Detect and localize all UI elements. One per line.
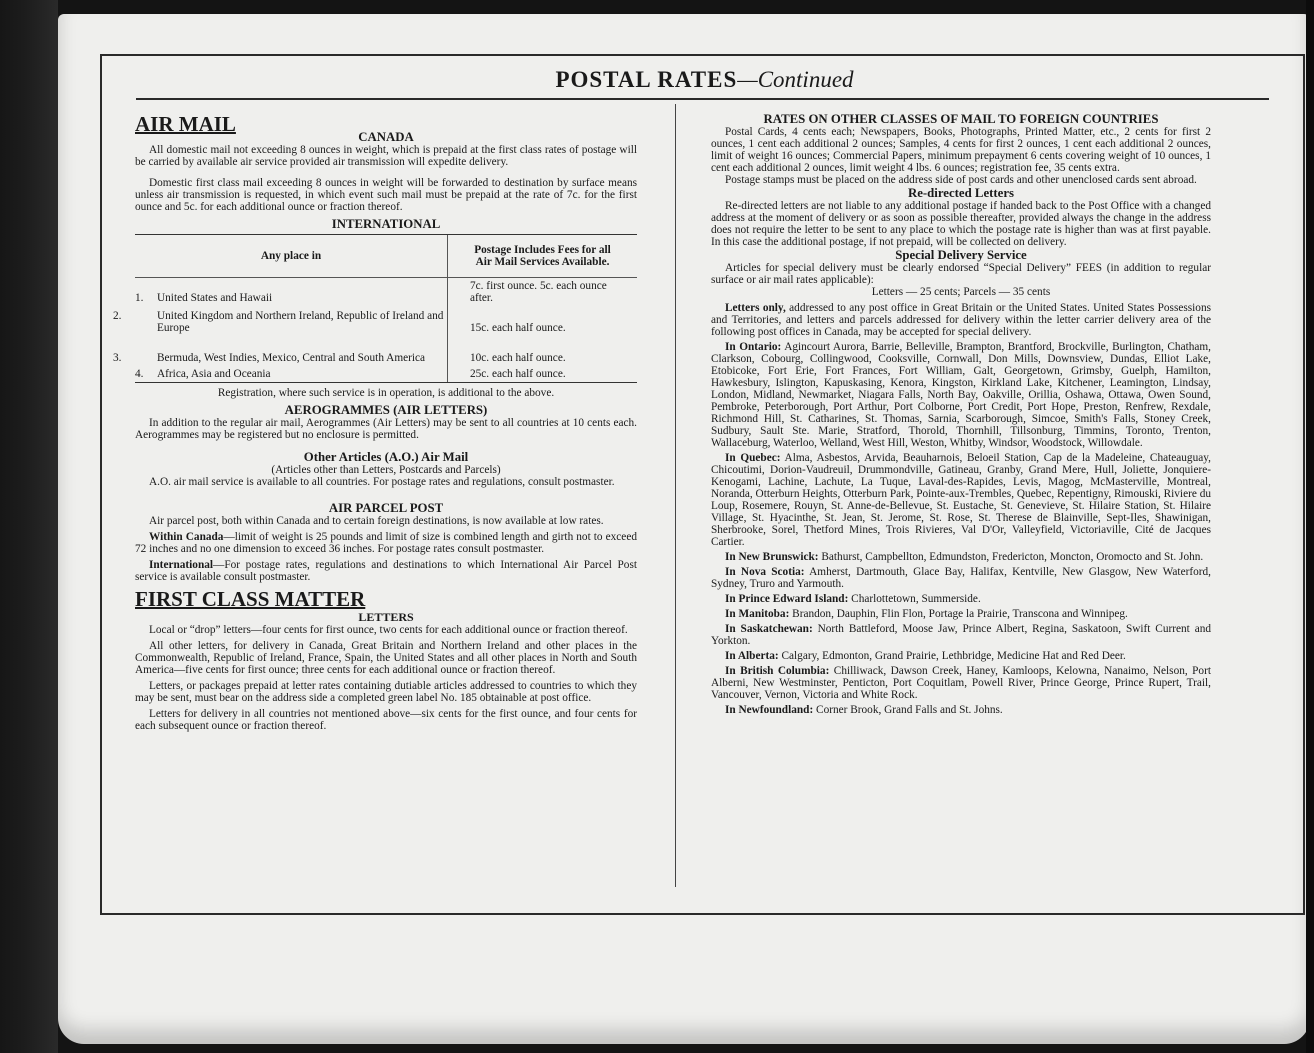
province-cities: Chilliwack, Dawson Creek, Haney, Kamloops, Kelowna, Nanaimo, Nelson, Port Alberni, New Westminster, Penticton, Port Coquitlam, Powell River, Prince George, Prince Rupert, Trail, Vancouver, Vernon, Victoria and White Rock.	[711, 665, 1211, 701]
letters-paragraph-1: Local or “drop” letters—four cents for first ounce, two cents for each additional ounce or fraction thereof.	[149, 624, 628, 636]
province-paragraph	[711, 608, 1211, 620]
aerogrammes-heading: AEROGRAMMES (AIR LETTERS)	[284, 403, 488, 417]
international-heading: INTERNATIONAL	[331, 217, 441, 231]
table-cell-rate: 25c. each half ounce.	[470, 368, 566, 380]
registration-note: Registration, where such service is in operation, is additional to the above.	[217, 387, 555, 399]
province-cities: Corner Brook, Grand Falls and St. Johns.	[813, 704, 1003, 716]
canada-heading: CANADA	[358, 130, 414, 144]
letters-paragraph-2: All other letters, for delivery in Canada, Great Britain and Northern Ireland and other places in the Commonwealth, Republic of Ireland, France, Spain, the United States and all other places in North and South America—five cents for first ounce; three cents for each additional ounce or fraction thereof.	[135, 640, 637, 676]
province-name: In Nova Scotia:	[725, 566, 805, 578]
province-name: In British Columbia:	[725, 665, 830, 677]
scan-edge	[1306, 0, 1314, 1053]
other-articles-heading: Other Articles (A.O.) Air Mail	[303, 450, 469, 464]
table-header-place: Any place in	[135, 235, 448, 278]
province-list	[711, 338, 1211, 716]
province-cities: Agincourt Aurora, Barrie, Belleville, Brampton, Brantford, Brockville, Burlington, Chatham, Clarkson, Cobourg, Collingwood, Cooksville, Cornwall, Don Mills, Downsview, Dundas, Elliot Lake, Etobicoke, Fort Erie, Fort Frances, Fort William, Galt, Georgetown, Grimsby, Guelph, Hamilton, Hawkesbury, Islington, Kapuskasing, Kenora, Kingston, Kirkland Lake, Kitchener, Leamington, Lindsay, London, Midland, Newmarket, Niagara Falls, North Bay, Oakville, Orillia, Oshawa, Ottawa, Owen Sound, Pembroke, Peterborough, Port Arthur, Port Colborne, Port Credit, Port Hope, Preston, Renfrew, Rexdale, Richmond Hill, St. Catharines, St. Thomas, Sarnia, Scarborough, Simcoe, Smith's Falls, Stoney Creek, Sudbury, Sault Ste. Marie, Stratford, Thorold, Thornhill, Tillsonburg, Timmins, Toronto, Trenton, Wallaceburg, Waterloo, Welland, West Hill, Weston, Whitby, Windsor, Woodstock, Willowdale.	[711, 341, 1211, 449]
province-cities: Brandon, Dauphin, Flin Flon, Portage la Prairie, Transcona and Winnipeg.	[789, 608, 1128, 620]
table-cell-place: United Kingdom and Northern Ireland, Republic of Ireland and Europe	[157, 310, 444, 334]
table-cell-place: Africa, Asia and Oceania	[157, 368, 271, 380]
province-paragraph	[711, 566, 1211, 590]
province-cities: Alma, Asbestos, Arvida, Beauharnois, Beloeil Station, Cap de la Madeleine, Chateauguay, Chicoutimi, Dorion-Vaudreuil, Drummondville, Gatineau, Granby, Grand Mere, Hull, Joliette, Jonquiere-Kenogami, Lachine, Lachute, La Tuque, Laval-des-Rapides, Levis, Magog, McMasterville, Montreal, Noranda, Otterburn Heights, Otterburn Park, Pointe-aux-Trembles, Quebec, Repentigny, Rimouski, Riviere du Loup, Rosemere, Rouyn, St. Anne-de-Bellevue, St. Eustache, St. Genevieve, St. Hilaire Station, St. Hilaire Village, St. Hyacinthe, St. Jean, St. Jerome, St. Rose, St. Therese de Blainville, Sept-Iles, Shawinigan, Sherbrooke, Sorel, Thetford Mines, Trois Rivieres, Val D'Or, Valleyfield, Victoriaville, Cité de Jacques Cartier.	[711, 452, 1211, 548]
column-separator	[675, 104, 676, 887]
left-column	[113, 112, 637, 732]
letters-heading: LETTERS	[358, 610, 414, 624]
province-name: In Saskatchewan:	[725, 623, 813, 635]
special-delivery-heading: Special Delivery Service	[895, 248, 1027, 262]
foreign-rates-heading: RATES ON OTHER CLASSES OF MAIL TO FOREIGN COUNTRIES	[763, 112, 1159, 126]
table-row: 1. United States and Hawaii 7c. first ounce. 5c. each ounce after.	[135, 278, 637, 307]
canada-paragraph-2: Domestic first class mail exceeding 8 ounces in weight will be forwarded to destination by surface means unless air transmission is requested, in which event such mail must be prepaid at the rate of 7c. for the first ounce and 5c. for each additional ounce or fraction thereof.	[135, 177, 637, 213]
province-cities: Charlottetown, Summerside.	[848, 593, 981, 605]
province-cities: North Battleford, Moose Jaw, Prince Albert, Regina, Saskatoon, Swift Current and Yorkton.	[711, 623, 1212, 647]
province-name: In Prince Edward Island:	[725, 593, 849, 605]
province-paragraph	[711, 650, 1211, 662]
table-row: 4. Africa, Asia and Oceania 25c. each half ounce.	[135, 366, 637, 382]
canada-paragraph-1: All domestic mail not exceeding 8 ounces in weight, which is prepaid at the first class rates of postage will be carried by available air service provided air transmission will expedite delivery.	[135, 144, 637, 168]
air-parcel-paragraph-3: International—For postage rates, regulations and destinations to which International Air Parcel Post service is available consult postmaster.	[135, 559, 637, 583]
province-name: In New Brunswick:	[725, 551, 819, 563]
province-name: In Quebec:	[725, 452, 781, 464]
redirected-paragraph: Re-directed letters are not liable to any additional postage if handed back to the Post Office with a changed address at the moment of delivery or as soon as possible thereafter, provided always the change in the address does not require the letter to be sent to any place to which the postage rate is higher than was at first payable. In this case the additional postage, if not prepaid, will be collected on delivery.	[711, 200, 1211, 248]
table-cell-rate: 10c. each half ounce.	[470, 352, 566, 364]
province-paragraph	[711, 593, 1211, 605]
redirected-heading: Re-directed Letters	[908, 186, 1014, 200]
air-parcel-heading: AIR PARCEL POST	[328, 501, 444, 515]
right-column	[711, 112, 1211, 716]
province-cities: Bathurst, Campbellton, Edmundston, Fredericton, Moncton, Oromocto and St. John.	[818, 551, 1204, 563]
foreign-rates-paragraph-1: Postal Cards, 4 cents each; Newspapers, Books, Photographs, Printed Matter, etc., 2 cents for first 2 ounces, 1 cent each additional 2 ounces; Samples, 4 cents for first 2 ounces, 1 cent each additional 2 ounces, limit of weight 16 ounces; Commercial Papers, minimum prepayment 6 cents covering weight of 10 ounces, 1 cent each additional 2 ounces, limit weight 4 lbs. 6 ounces; registration fee, 35 cents extra.	[711, 126, 1211, 174]
table-cell-place: Bermuda, West Indies, Mexico, Central and South America	[157, 352, 426, 364]
province-paragraph	[711, 665, 1211, 701]
other-articles-paragraph: A.O. air mail service is available to all countries. For postage rates and regulations, consult postmaster.	[149, 476, 615, 488]
province-paragraph	[711, 704, 1211, 716]
table-cell-place: United States and Hawaii	[157, 292, 273, 304]
page-title	[102, 67, 1307, 93]
table-row: 3. Bermuda, West Indies, Mexico, Central and South America 10c. each half ounce.	[135, 336, 637, 366]
province-paragraph	[711, 341, 1211, 449]
letters-only-paragraph: Letters only, addressed to any post office in Great Britain or the United States. United States Possessions and Territories, and letters and parcels addressed for delivery within the letter carrier delivery area of the following post offices in Canada, may be accepted for special delivery.	[711, 302, 1211, 338]
province-name: In Newfoundland:	[725, 704, 814, 716]
province-cities: Calgary, Edmonton, Grand Prairie, Lethbridge, Medicine Hat and Red Deer.	[778, 650, 1126, 662]
province-name: In Manitoba:	[725, 608, 790, 620]
province-name: In Ontario:	[725, 341, 782, 353]
province-paragraph	[711, 452, 1211, 548]
table-cell-rate: 7c. first ounce. 5c. each ounce after.	[470, 280, 607, 304]
title-rule	[136, 98, 1269, 100]
international-rates-table	[113, 234, 637, 383]
province-name: In Alberta:	[725, 650, 779, 662]
table-row: 2. United Kingdom and Northern Ireland, Republic of Ireland and Europe 15c. each half ounce.	[135, 306, 637, 336]
province-paragraph	[711, 551, 1211, 563]
foreign-rates-paragraph-2: Postage stamps must be placed on the address side of post cards and other unenclosed cards sent abroad.	[725, 174, 1197, 186]
province-paragraph	[711, 623, 1211, 647]
special-delivery-fees: Letters — 25 cents; Parcels — 35 cents	[871, 286, 1051, 298]
first-class-heading: FIRST CLASS MATTER	[135, 587, 366, 611]
air-mail-heading: AIR MAIL	[135, 112, 236, 136]
air-parcel-paragraph-2: Within Canada—limit of weight is 25 pounds and limit of size is combined length and girth not to exceed 72 inches and no one dimension to exceed 36 inches. For postage rates consult postmaster.	[135, 531, 637, 555]
table-header-postage: Postage Includes Fees for all Air Mail Services Available.	[448, 235, 638, 278]
page-frame	[100, 54, 1305, 915]
aerogrammes-paragraph: In addition to the regular air mail, Aerogrammes (Air Letters) may be sent to all countries at 10 cents each. Aerogrammes may be registered but no enclosure is permitted.	[135, 417, 637, 441]
title-main: POSTAL RATES	[555, 67, 738, 92]
table-cell-rate: 15c. each half ounce.	[470, 322, 566, 334]
letters-paragraph-4: Letters for delivery in all countries not mentioned above—six cents for the first ounce, and four cents for each subsequent ounce or fraction thereof.	[135, 708, 637, 732]
province-cities: Amherst, Dartmouth, Glace Bay, Halifax, Kentville, New Glasgow, New Waterford, Sydney, Truro and Yarmouth.	[711, 566, 1211, 590]
letters-paragraph-3: Letters, or packages prepaid at letter rates containing dutiable articles addressed to countries to which they may be sent, must bear on the address side a completed green label No. 185 obtainable at post office.	[135, 680, 637, 704]
book-binding-edge	[0, 0, 58, 1053]
air-parcel-paragraph-1: Air parcel post, both within Canada and to certain foreign destinations, is now available at low rates.	[149, 515, 604, 527]
special-delivery-paragraph: Articles for special delivery must be clearly endorsed “Special Delivery” FEES (in addition to regular surface or air mail rates applicable):	[711, 262, 1211, 286]
other-articles-subtitle: (Articles other than Letters, Postcards and Parcels)	[271, 464, 501, 476]
title-continued: —Continued	[737, 67, 854, 92]
